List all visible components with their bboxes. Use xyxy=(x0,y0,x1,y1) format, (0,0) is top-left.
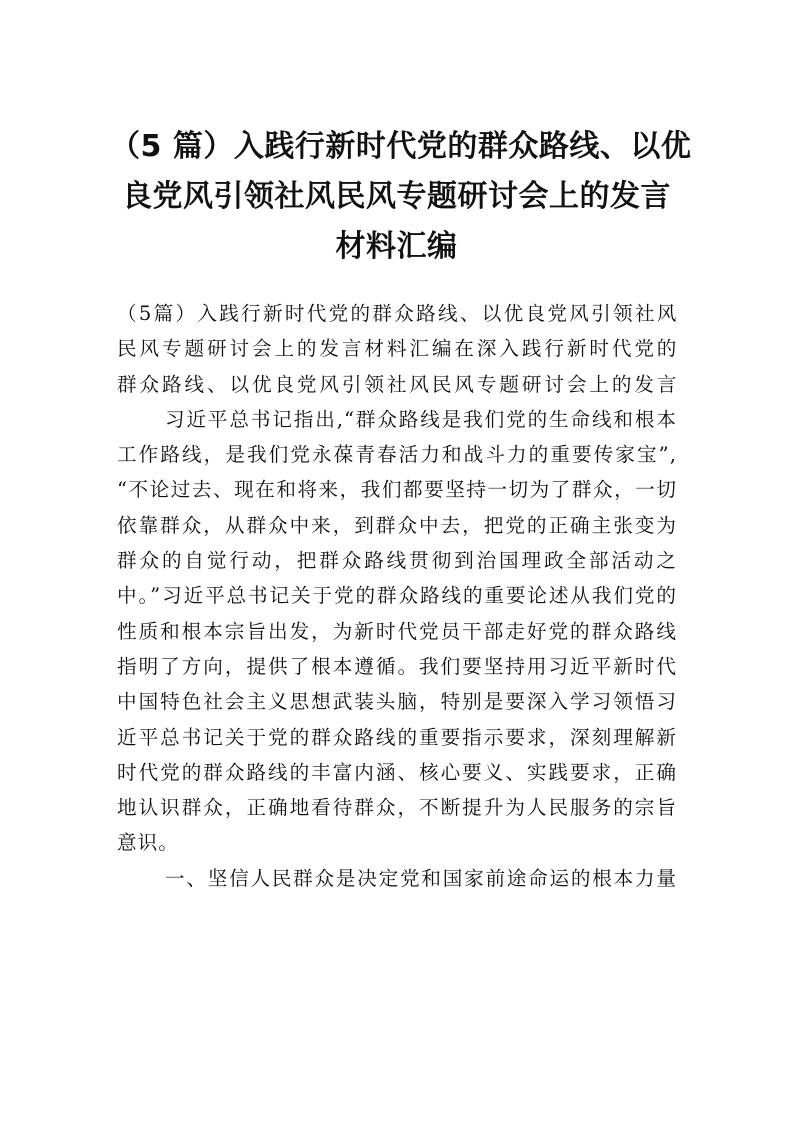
title-line-1: （5 篇）入践行新时代党的群众路线、以优 xyxy=(110,129,692,164)
paragraph-line: 工作路线，是我们党永葆青春活力和战斗力的重要传家宝”, xyxy=(117,443,677,467)
paragraph-line: 近平总书记关于党的群众路线的重要指示要求，深刻理解新 xyxy=(117,725,677,749)
paragraph-line: 时代党的群众路线的丰富内涵、核心要义、实践要求，正确 xyxy=(117,760,677,784)
paragraph-line: “不论过去、现在和将来，我们都要坚持一切为了群众，一切 xyxy=(117,478,677,502)
paragraph-line: 意识。 xyxy=(117,831,179,855)
quote-paragraph xyxy=(117,402,677,861)
section-heading-paragraph xyxy=(117,861,677,896)
paragraph-line: 中国特色社会主义思想武装头脑，特别是要深入学习领悟习 xyxy=(117,690,677,714)
paragraph-line: 群众路线、以优良党风引领社风民风专题研讨会上的发言 xyxy=(117,372,677,396)
paragraph-line: 民风专题研讨会上的发言材料汇编在深入践行新时代党的 xyxy=(117,337,677,361)
document-body xyxy=(117,296,677,896)
intro-paragraph xyxy=(117,296,677,402)
title-line-2: 良党风引领社风民风专题研讨会上的发言 xyxy=(122,179,671,214)
paragraph-line: 中。”习近平总书记关于党的群众路线的重要论述从我们党的 xyxy=(117,584,677,608)
paragraph-line: 习近平总书记指出,“群众路线是我们党的生命线和根本 xyxy=(165,407,677,431)
section-heading: 一、坚信人民群众是决定党和国家前途命运的根本力量 xyxy=(165,866,677,890)
paragraph-line: 性质和根本宗旨出发，为新时代党员干部走好党的群众路线 xyxy=(117,619,677,643)
paragraph-line: 群众的自觉行动，把群众路线贯彻到治国理政全部活动之 xyxy=(117,549,677,573)
paragraph-line: 地认识群众，正确地看待群众，不断提升为人民服务的宗旨 xyxy=(117,796,677,820)
paragraph-line: （5篇）入践行新时代党的群众路线、以优良党风引领社风 xyxy=(117,302,677,325)
title-line-3: 材料汇编 xyxy=(335,229,458,264)
paragraph-line: 指明了方向，提供了根本遵循。我们要坚持用习近平新时代 xyxy=(117,654,677,678)
paragraph-line: 依靠群众，从群众中来，到群众中去，把党的正确主张变为 xyxy=(117,513,677,537)
document-title xyxy=(110,122,692,272)
